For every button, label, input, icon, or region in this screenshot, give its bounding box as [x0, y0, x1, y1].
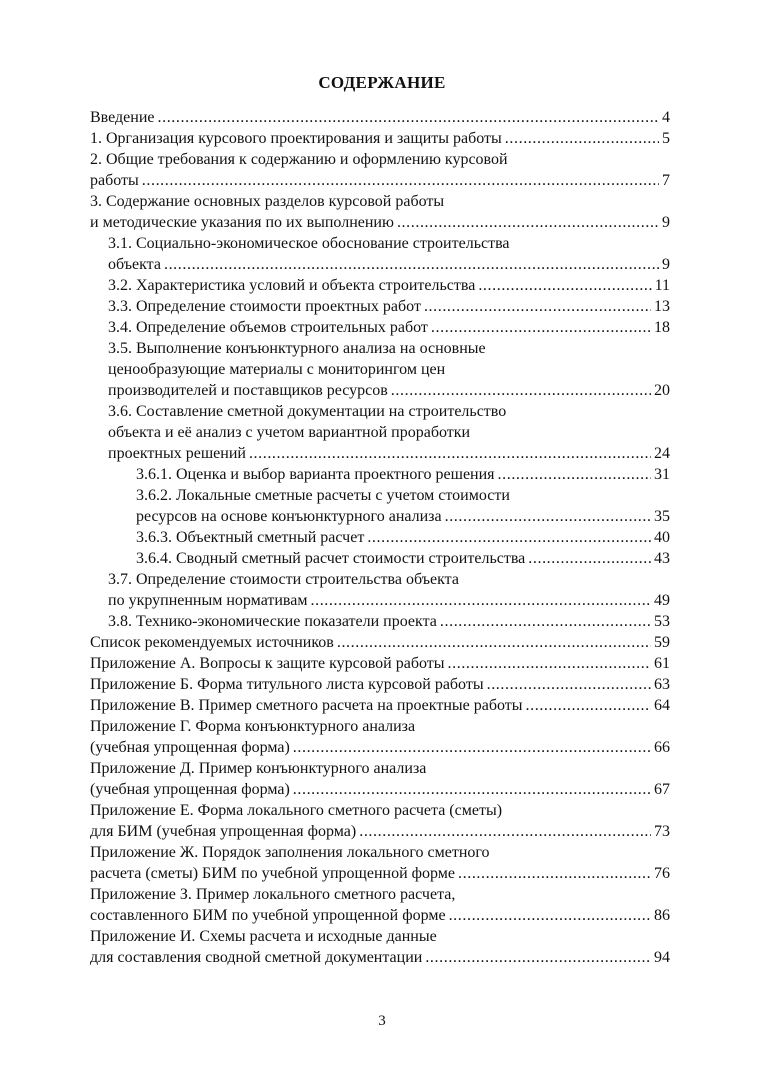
- toc-page-number: 59: [654, 634, 670, 651]
- toc-entry[interactable]: [90, 233, 670, 275]
- toc-entry[interactable]: [90, 296, 670, 317]
- toc-entry[interactable]: [90, 548, 670, 569]
- toc-page-number: 43: [654, 550, 670, 567]
- toc-entry-text: Приложение В. Пример сметного расчета на проектные работы: [90, 697, 523, 714]
- toc-dot-leader: [424, 296, 651, 317]
- toc-entry[interactable]: [90, 317, 670, 338]
- toc-entry-text: по укрупненным нормативам: [108, 592, 308, 609]
- toc-page-number: 61: [654, 655, 670, 672]
- toc-page-number: 9: [662, 256, 670, 273]
- toc-entry-text: 3.7. Определение стоимости строительства объекта: [108, 571, 459, 588]
- toc-entry-text: 1. Организация курсового проектирования и защиты работы: [90, 130, 502, 147]
- toc-page-number: 53: [654, 613, 670, 630]
- toc-page-number: 76: [654, 865, 670, 882]
- toc-dot-leader: [478, 275, 651, 296]
- toc-page-number: 4: [662, 109, 670, 126]
- toc-entry-text: Приложение Б. Форма титульного листа курсовой работы: [90, 676, 484, 693]
- toc-entry-text: и методические указания по их выполнению: [90, 214, 394, 231]
- toc-entry-text: расчета (сметы) БИМ по учебной упрощенной форме: [90, 865, 456, 882]
- toc-dot-leader: [293, 737, 651, 758]
- page-number: 3: [378, 1013, 386, 1029]
- toc-entry-text: Введение: [90, 109, 155, 126]
- toc-entry-text: объекта: [108, 256, 161, 273]
- toc-entry[interactable]: [90, 653, 670, 674]
- toc-page-number: 49: [654, 592, 670, 609]
- toc-page-number: 66: [654, 739, 670, 756]
- toc-page-number: 11: [654, 277, 670, 294]
- toc-page-number: 20: [654, 382, 670, 399]
- toc-dot-leader: [359, 821, 651, 842]
- toc-entry-text: объекта и её анализ с учетом вариантной проработки: [108, 424, 471, 441]
- toc-entry[interactable]: [90, 401, 670, 464]
- toc-page-number: 24: [654, 445, 670, 462]
- toc-dot-leader: [449, 905, 651, 926]
- toc-dot-leader: [505, 128, 659, 149]
- toc-entry-text: 3.3. Определение стоимости проектных работ: [108, 298, 421, 315]
- toc-page-number: 94: [654, 949, 670, 966]
- toc-entry-text: 3.8. Технико-экономические показатели проекта: [108, 613, 437, 630]
- toc-entry-text: 3.6. Составление сметной документации на строительство: [108, 403, 507, 420]
- toc-page-number: 64: [654, 697, 670, 714]
- toc-page-number: 13: [654, 298, 670, 315]
- toc-entry-text: 2. Общие требования к содержанию и оформлению курсовой: [90, 151, 508, 168]
- toc-dot-leader: [448, 653, 651, 674]
- toc-entry-text: работы: [90, 172, 139, 189]
- toc-entry[interactable]: [90, 926, 670, 968]
- toc-dot-leader: [431, 317, 651, 338]
- toc-entry-text: проектных решений: [108, 445, 246, 462]
- toc-entry-text: 3.6.4. Сводный сметный расчет стоимости строительства: [136, 550, 526, 567]
- toc-dot-leader: [293, 779, 651, 800]
- toc-entry[interactable]: [90, 800, 670, 842]
- toc-entry-text: 3.1. Социально-экономическое обоснование строительства: [108, 235, 510, 252]
- toc-entry-text: для составления сводной сметной документации: [90, 949, 423, 966]
- toc-dot-leader: [337, 632, 651, 653]
- toc-page-number: 63: [654, 676, 670, 693]
- toc-page-number: 5: [662, 130, 670, 147]
- toc-dot-leader: [458, 863, 651, 884]
- toc-entry[interactable]: [90, 107, 670, 128]
- toc-page-number: 73: [654, 823, 670, 840]
- toc-entry-text: ресурсов на основе конъюнктурного анализа: [136, 508, 442, 525]
- toc-dot-leader: [142, 170, 659, 191]
- toc-entry[interactable]: [90, 632, 670, 653]
- toc-entry[interactable]: [90, 842, 670, 884]
- toc-dot-leader: [526, 695, 651, 716]
- toc-entry-text: (учебная упрощенная форма): [90, 781, 290, 798]
- toc-entry-text: 3.6.3. Объектный сметный расчет: [136, 529, 365, 546]
- toc-entry-text: Приложение Е. Форма локального сметного расчета (сметы): [90, 802, 503, 819]
- toc-page-number: 9: [662, 214, 670, 231]
- toc-entry-text: Приложение И. Схемы расчета и исходные данные: [90, 928, 437, 945]
- toc-page-number: 7: [662, 172, 670, 189]
- toc-page-number: 40: [654, 529, 670, 546]
- toc-dot-leader: [425, 947, 651, 968]
- toc-entry[interactable]: [90, 758, 670, 800]
- table-of-contents: [90, 107, 670, 968]
- toc-entry[interactable]: [90, 611, 670, 632]
- toc-page-number: 18: [654, 319, 670, 336]
- toc-dot-leader: [311, 590, 652, 611]
- toc-entry-text: 3. Содержание основных разделов курсовой работы: [90, 193, 445, 210]
- toc-dot-leader: [440, 611, 651, 632]
- toc-page-number: 31: [654, 466, 670, 483]
- toc-entry-text: Список рекомендуемых источников: [90, 634, 334, 651]
- toc-dot-leader: [487, 674, 651, 695]
- toc-entry-text: Приложение З. Пример локального сметного расчета,: [90, 886, 456, 903]
- toc-entry-text: 3.4. Определение объемов строительных работ: [108, 319, 428, 336]
- toc-entry[interactable]: [90, 674, 670, 695]
- toc-entry-text: составленного БИМ по учебной упрощенной форме: [90, 907, 446, 924]
- toc-entry[interactable]: [90, 716, 670, 758]
- toc-dot-leader: [367, 527, 651, 548]
- toc-entry[interactable]: [90, 695, 670, 716]
- toc-entry[interactable]: [90, 464, 670, 485]
- toc-entry[interactable]: [90, 128, 670, 149]
- toc-entry[interactable]: [90, 338, 670, 401]
- toc-entry-text: ценообразующие материалы с мониторингом цен: [108, 361, 446, 378]
- toc-entry-text: 3.6.2. Локальные сметные расчеты с учетом стоимости: [136, 487, 510, 504]
- toc-entry[interactable]: [90, 485, 670, 527]
- toc-entry[interactable]: [90, 275, 670, 296]
- toc-dot-leader: [158, 107, 660, 128]
- toc-entry[interactable]: [90, 884, 670, 926]
- toc-page-number: 67: [654, 781, 670, 798]
- toc-entry-text: 3.2. Характеристика условий и объекта строительства: [108, 277, 476, 294]
- toc-entry[interactable]: [90, 191, 670, 233]
- toc-dot-leader: [498, 464, 651, 485]
- toc-dot-leader: [249, 443, 651, 464]
- toc-entry-text: Приложение Д. Пример конъюнктурного анализа: [90, 760, 427, 777]
- page-title: СОДЕРЖАНИЕ: [318, 73, 446, 92]
- toc-entry-text: Приложение А. Вопросы к защите курсовой работы: [90, 655, 445, 672]
- toc-entry-text: 3.5. Выполнение конъюнктурного анализа на основные: [108, 340, 486, 357]
- toc-dot-leader: [445, 506, 651, 527]
- toc-dot-leader: [528, 548, 651, 569]
- toc-dot-leader: [164, 254, 659, 275]
- toc-entry[interactable]: [90, 149, 670, 191]
- toc-entry-text: для БИМ (учебная упрощенная форма): [90, 823, 357, 840]
- toc-entry-text: Приложение Г. Форма конъюнктурного анализа: [90, 718, 416, 735]
- toc-dot-leader: [391, 380, 651, 401]
- toc-entry-text: (учебная упрощенная форма): [90, 739, 290, 756]
- toc-entry-text: Приложение Ж. Порядок заполнения локального сметного: [90, 844, 490, 861]
- toc-entry[interactable]: [90, 569, 670, 611]
- toc-entry[interactable]: [90, 527, 670, 548]
- toc-entry-text: 3.6.1. Оценка и выбор варианта проектного решения: [136, 466, 495, 483]
- toc-entry-text: производителей и поставщиков ресурсов: [108, 382, 388, 399]
- toc-page-number: 86: [654, 907, 670, 924]
- toc-page-number: 35: [654, 508, 670, 525]
- toc-dot-leader: [397, 212, 659, 233]
